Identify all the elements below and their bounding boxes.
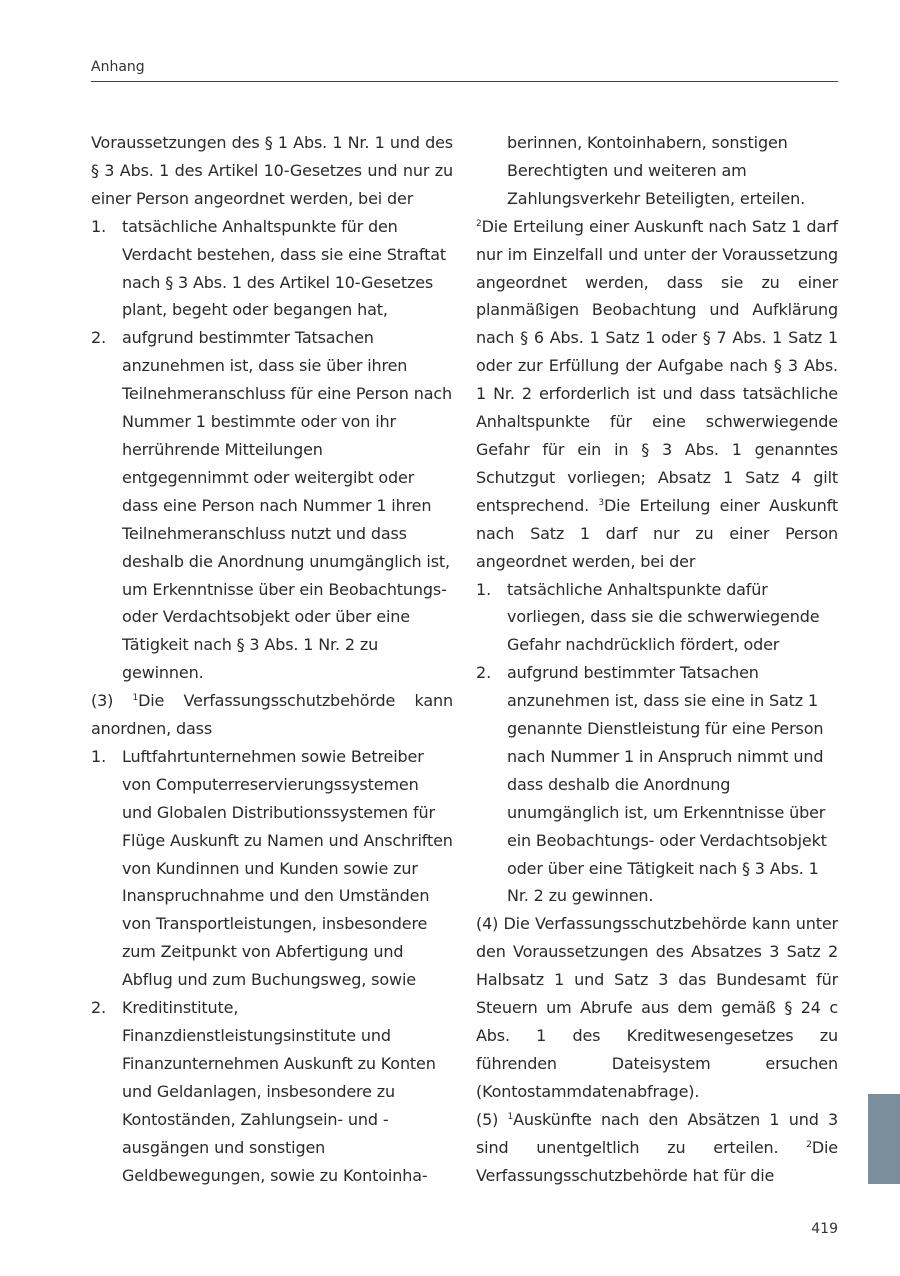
list-text: tatsächliche Anhaltspunkte dafür vorliegen, dass sie die schwerwiegende Gefahr nachdrücklich fördert, oder [507, 579, 820, 655]
page-header [91, 58, 838, 82]
sentence-text: Auskünfte nach den Absätzen 1 und 3 sind unentgeltlich zu erteilen. [476, 1109, 839, 1157]
sentence-text: Die Erteilung einer Auskunft nach Satz 1 darf nur zu einer Person angeordnet werden, bei der [476, 495, 838, 571]
section-tab-marker [868, 1094, 900, 1184]
paragraph-3 [91, 687, 453, 743]
right-column [476, 129, 838, 1189]
sentence-number: 2 [806, 1139, 812, 1150]
paragraph-text: Die Verfassungsschutzbehörde kann anordnen, dass [91, 691, 453, 739]
list-item [91, 213, 453, 325]
running-head: Anhang [91, 59, 145, 75]
paragraph-4: (4) Die Verfassungsschutzbehörde kann unter den Voraussetzungen des Absatzes 3 Satz 2 Halbsatz 1 und Satz 3 das Bundesamt für Steuern um Abrufe aus dem gemäß § 24 c Abs. 1 des Kreditwesengesetzes zu führenden Dateisystem ersuchen (Kontostammdatenabfrage). [476, 914, 838, 1101]
list-text: Kreditinstitute, Finanzdienstleistungsinstitute und Finanzunternehmen Auskunft zu Konten und Geldanlagen, insbesondere zu Kontoständen, Zahlungsein- und -ausgängen und sonstigen Geldbewegungen, sowie zu Kontoinha- [122, 998, 436, 1185]
list-item [91, 994, 453, 1189]
list-text: aufgrund bestimmter Tatsachen anzunehmen ist, dass sie eine in Satz 1 genannte Dienstleistung für eine Person nach Nummer 1 in Anspruch nimmt und dass deshalb die Anordnung unumgänglich ist, um Erkenntnisse über ein Beobachtungs- oder Verdachtsobjekt oder über eine Tätigkeit nach § 3 Abs. 1 Nr. 2 zu gewinnen. [507, 663, 827, 906]
list-text: tatsächliche Anhaltspunkte für den Verdacht bestehen, dass sie eine Straftat nach § 3 Abs. 1 des Artikel 10-Gesetzes plant, begeht oder begangen hat, [122, 216, 447, 320]
list-number: 2. [91, 998, 107, 1018]
paragraph-5 [476, 1106, 838, 1190]
list-number: 1. [91, 746, 107, 766]
sentence-number: 1 [132, 693, 139, 704]
paragraph-number: (3) [91, 691, 114, 711]
paragraph-3-continued [476, 213, 838, 576]
list-item [91, 743, 453, 994]
list-number: 2. [476, 663, 492, 683]
page-number: 419 [811, 1221, 838, 1237]
list-number: 1. [476, 579, 492, 599]
list-item [476, 576, 838, 660]
list-number: 1. [91, 216, 107, 236]
list-continuation: berinnen, Kontoinhabern, sonstigen Berechtigten und weiteren am Zahlungsverkehr Beteiligten, erteilen. [507, 133, 806, 208]
sentence-text: Die Verfassungsschutzbehörde hat für die [476, 1137, 838, 1185]
list-item [91, 324, 453, 687]
paragraph-number: (5) [476, 1109, 499, 1129]
list-item [476, 659, 838, 910]
sentence-number: 3 [598, 497, 604, 508]
intro-paragraph: Voraussetzungen des § 1 Abs. 1 Nr. 1 und des § 3 Abs. 1 des Artikel 10-Gesetzes und nur zu einer Person angeordnet werden, bei der [91, 133, 453, 208]
left-column [91, 129, 453, 1189]
list-number: 2. [91, 328, 107, 348]
sentence-number: 2 [476, 218, 482, 229]
list-text: aufgrund bestimmter Tatsachen anzunehmen ist, dass sie über ihren Teilnehmeranschluss für eine Person nach Nummer 1 bestimmte oder von ihr herrührende Mitteilungen entgegennimmt oder weitergibt oder dass eine Person nach Nummer 1 ihren Teilnehmeranschluss nutzt und dass deshalb die Anordnung unumgänglich ist, um Erkenntnisse über ein Beobachtungs- oder Verdachtsobjekt oder über eine Tätigkeit nach § 3 Abs. 1 Nr. 2 zu gewinnen. [122, 328, 453, 683]
sentence-number: 1 [507, 1111, 514, 1122]
sentence-text: Die Erteilung einer Auskunft nach Satz 1 darf nur im Einzelfall und unter der Voraussetzung angeordnet werden, dass sie zu einer planmäßigen Beobachtung und Aufklärung nach § 6 Abs. 1 Satz 1 oder § 7 Abs. 1 Satz 1 oder zur Erfüllung der Aufgabe nach § 3 Abs. 1 Nr. 2 erforderlich ist und dass tatsächliche Anhaltspunkte für eine schwerwiegende Gefahr für ein in § 3 Abs. 1 genanntes Schutzgut vorliegen; Absatz 1 Satz 4 gilt entsprechend. [476, 216, 838, 515]
list-text: Luftfahrtunternehmen sowie Betreiber von Computerreservierungssystemen und Globalen Distributionssystemen für Flüge Auskunft zu Namen und Anschriften von Kundinnen und Kunden sowie zur Inanspruchnahme und den Umständen von Transportleistungen, insbesondere zum Zeitpunkt von Abfertigung und Abflug und zum Buchungsweg, sowie [122, 746, 453, 990]
